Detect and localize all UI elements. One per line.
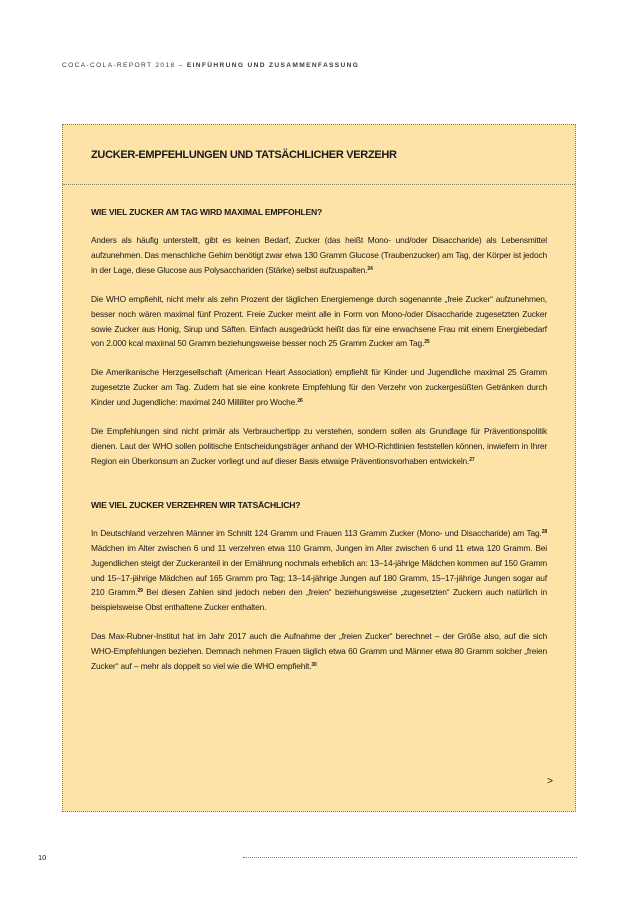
section-heading-recommendation: WIE VIEL ZUCKER AM TAG WIRD MAXIMAL EMPFOHLEN?	[91, 207, 323, 217]
box-title: ZUCKER-EMPFEHLUNGEN UND TATSÄCHLICHER VERZEHR	[91, 149, 397, 161]
footnote-ref[interactable]: 25	[424, 339, 430, 346]
box-content	[91, 206, 547, 688]
continue-arrow-icon[interactable]: >	[547, 776, 553, 787]
running-header	[62, 62, 582, 69]
info-box	[62, 124, 576, 812]
footnote-ref[interactable]: 24	[367, 265, 373, 272]
page-number: 10	[38, 853, 47, 862]
footnote-ref[interactable]: 28	[541, 528, 547, 535]
box-title-divider	[63, 184, 575, 185]
paragraph: Anders als häufig unterstellt, gibt es keinen Bedarf, Zucker (das heißt Mono- und/oder Disaccharide) als Lebensmittel aufzunehmen. Das menschliche Gehirn benötigt zwar etwa 130 Gramm Glucose (Traubenzucker) am Tag, der Körper ist jedoch in der Lage, diese Glucose aus Polysacchariden (Stärke) selbst aufzuspalten.$^{24}$	[91, 235, 547, 275]
paragraph: In Deutschland verzehren Männer im Schnitt 124 Gramm und Frauen 113 Gramm Zucker (Mono- und Disaccharide) am Tag.$^{28}$ Mädchen im Alter zwischen 6 und 11 verzehren etwa 110 Gramm, Jungen im Alter zwischen 6 und 11 etwa 120 Gramm. Bei Jugendlichen steigt der Zuckeranteil in der Ernährung nochmals erheblich an: 13–14-jährige Mädchen kommen auf 150 Gramm und 15–17-jährige Mädchen auf 165 Gramm pro Tag; 13–14-jährige Jungen auf 180 Gramm, 15–17-jährige Jungen sogar auf 210 Gramm.$^{29}$ Bei diesen Zahlen sind jedoch neben den „freien“ beziehungsweise „zugesetzten“ Zuckern auch natürlich in beispielsweise Obst enthaltene Zucker enthalten.	[91, 527, 547, 613]
header-section-name: EINFÜHRUNG UND ZUSAMMENFASSUNG	[186, 62, 360, 69]
header-report-name: COCA-COLA-REPORT 2018 –	[62, 62, 187, 69]
section-heading-consumption: WIE VIEL ZUCKER VERZEHREN WIR TATSÄCHLICH?	[91, 499, 301, 510]
footnote-ref[interactable]: 27	[469, 456, 475, 463]
footnote-ref[interactable]: 30	[311, 662, 317, 669]
paragraph: Die Empfehlungen sind nicht primär als Verbrauchertipp zu verstehen, sondern sollen als Grundlage für Präventionspolitik dienen. Laut der WHO sollen politische Entscheidungsträger anhand der WHO-Richtlinien feststellen können, inwiefern in Ihrer Region ein Überkonsum an Zucker vorliegt und auf dieser Basis etwaige Präventionsvorhaben entwickeln.$^{27}$	[91, 426, 547, 466]
paragraph: Die WHO empfiehlt, nicht mehr als zehn Prozent der täglichen Energiemenge durch sogenannte „freie Zucker“ aufzunehmen, besser noch wären maximal fünf Prozent. Freie Zucker meint alle in Form von Mono-/oder Disaccharide zugesetzten Zucker sowie Zucker aus Honig, Sirup und Säften. Einfach ausgedrückt heißt das für eine erwachsene Frau mit einem Energiebedarf von 2.000 kcal maximal 50 Gramm beziehungsweise besser noch 25 Gramm Zucker am Tag.$^{25}$	[91, 293, 547, 349]
paragraph: Das Max-Rubner-Institut hat im Jahr 2017 auch die Aufnahme der „freien Zucker“ berechnet – der Größe also, auf die sich WHO-Empfehlungen beziehen. Demnach nehmen Frauen täglich etwa 60 Gramm und Männer etwa 80 Gramm solcher „freien Zucker“ auf – mehr als doppelt so viel wie die WHO empfiehlt.$^{30}$	[91, 631, 547, 672]
footnote-ref[interactable]: 26	[297, 398, 303, 405]
footnote-ref[interactable]: 29	[137, 588, 143, 595]
paragraph: Die Amerikanische Herzgesellschaft (American Heart Association) empfiehlt für Kinder und Jugendliche maximal 25 Gramm zugesetzte Zucker am Tag. Zudem hat sie eine konkrete Empfehlung für den Verzehr von zuckergesüßten Getränken durch Kinder und Jugendliche: maximal 240 Milliliter pro Woche.$^{26}$	[91, 367, 547, 408]
footer-divider	[243, 857, 577, 858]
